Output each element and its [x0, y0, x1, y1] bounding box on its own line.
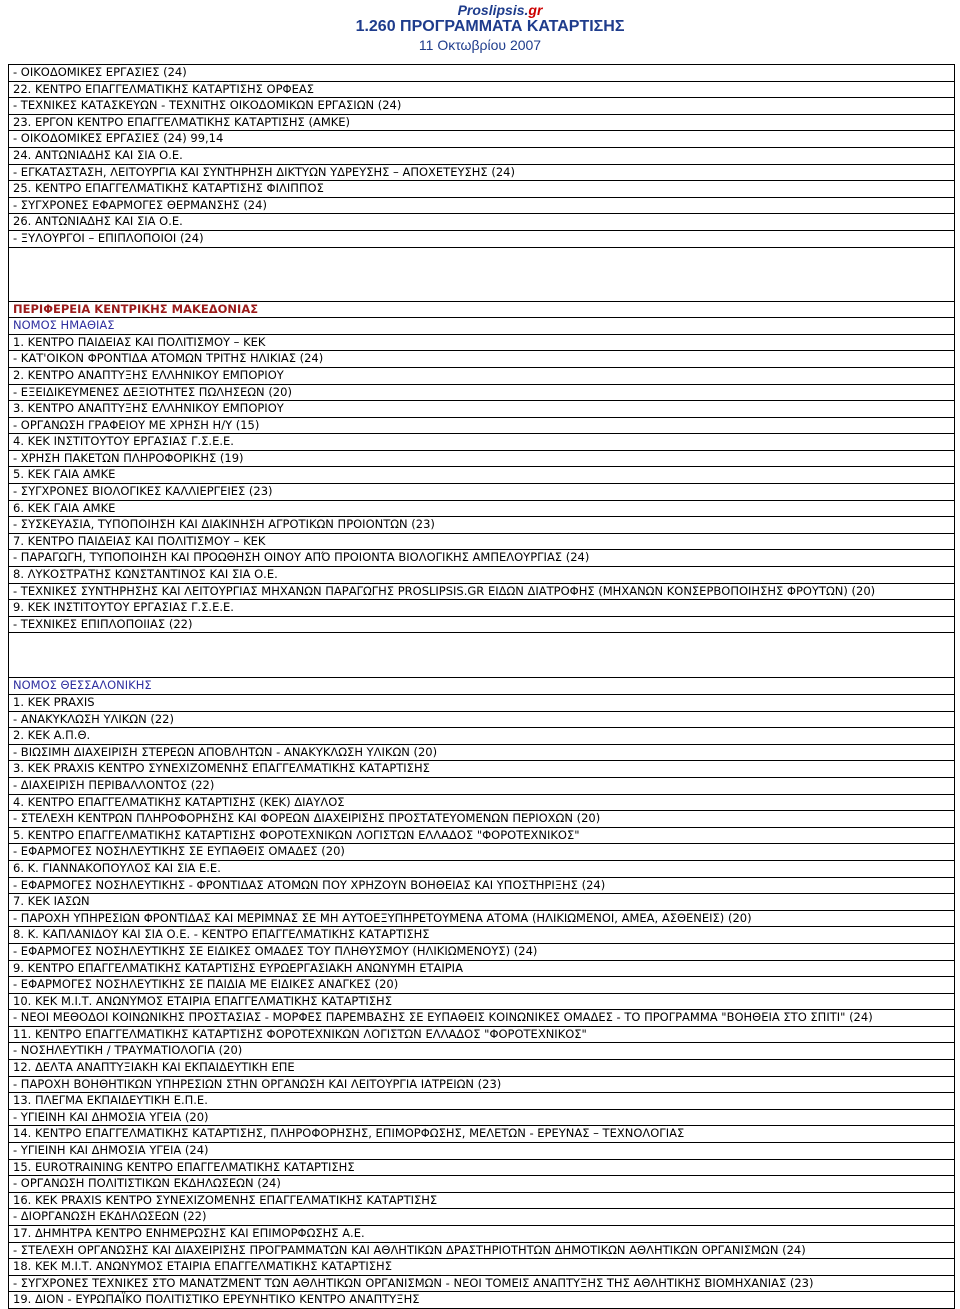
- table-row: [9, 367, 955, 384]
- list-item: - ΤΕΧΝΙΚΕΣ ΕΠΙΠΛΟΠΟΙΙΑΣ (22): [9, 616, 955, 633]
- table-row: [9, 334, 955, 351]
- list-item: 15. EUROTRAINING ΚΕΝΤΡΟ ΕΠΑΓΓΕΛΜΑΤΙΚΗΣ ΚΑΤΑΡΤΙΣΗΣ: [9, 1159, 955, 1176]
- list-item: 5. ΚΕΝΤΡΟ ΕΠΑΓΓΕΛΜΑΤΙΚΗΣ ΚΑΤΑΡΤΙΣΗΣ ΦΟΡΟΤΕΧΝΙΚΩΝ ΛΟΓΙΣΤΩΝ ΕΛΛΑΔΟΣ "ΦΟΡΟΤΕΧΝΙΚΟΣ": [9, 827, 955, 844]
- table-row: [9, 114, 955, 131]
- list-item: 1. ΚΕΝΤΡΟ ΠΑΙΔΕΙΑΣ ΚΑΙ ΠΟΛΙΤΙΣΜΟΥ – ΚΕΚ: [9, 334, 955, 351]
- table-row: [9, 1126, 955, 1143]
- list-item: - ΠΑΡΟΧΗ ΥΠΗΡΕΣΙΩΝ ΦΡΟΝΤΙΔΑΣ ΚΑΙ ΜΕΡΙΜΝΑΣ ΣΕ ΜΗ ΑΥΤΟΕΞΥΠΗΡΕΤΟΥΜΕΝΑ ΑΤΟΜΑ (ΗΛΙΚΙΩΜΕΝΟΙ, ΑΜΕΑ, ΑΣΘΕΝΕΙΣ) (20): [9, 910, 955, 927]
- prefecture-heading: ΝΟΜΟΣ ΘΕΣΣΑΛΟΝΙΚΗΣ: [9, 678, 955, 695]
- table-row: [9, 1010, 955, 1027]
- list-item: 6. Κ. ΓΙΑΝΝΑΚΟΠΟΥΛΟΣ ΚΑΙ ΣΙΑ Ε.Ε.: [9, 860, 955, 877]
- list-item: - ΠΑΡΑΓΩΓΗ, ΤΥΠΟΠΟΙΗΣΗ ΚΑΙ ΠΡΟΩΘΗΣΗ ΟΙΝΟΥ ΑΠΌ ΠΡΟΙΟΝΤΑ ΒΙΟΛΟΓΙΚΗΣ ΑΜΠΕΛΟΥΡΓΙΑΣ (24): [9, 550, 955, 567]
- table-row: [9, 1043, 955, 1060]
- list-item: - ΤΕΧΝΙΚΕΣ ΚΑΤΑΣΚΕΥΩΝ - ΤΕΧΝΙΤΗΣ ΟΙΚΟΔΟΜΙΚΩΝ ΕΡΓΑΣΙΩΝ (24): [9, 98, 955, 115]
- table-row: [9, 550, 955, 567]
- table-row: [9, 467, 955, 484]
- table-row: [9, 230, 955, 247]
- table-row: [9, 695, 955, 712]
- list-item: 9. ΚΕΚ ΙΝΣΤΙΤΟΥΤΟΥ ΕΡΓΑΣΙΑΣ Γ.Σ.Ε.Ε.: [9, 600, 955, 617]
- list-item: - ΒΙΩΣΙΜΗ ΔΙΑΧΕΙΡΙΣΗ ΣΤΕΡΕΩΝ ΑΠΟΒΛΗΤΩΝ - ΑΝΑΚΥΚΛΩΣΗ ΥΛΙΚΩΝ (20): [9, 744, 955, 761]
- spacer-cell: [9, 247, 955, 301]
- list-item: - ΠΑΡΟΧΗ ΒΟΗΘΗΤΙΚΩΝ ΥΠΗΡΕΣΙΩΝ ΣΤΗΝ ΟΡΓΑΝΩΣΗ ΚΑΙ ΛΕΙΤΟΥΡΓΙΑ ΙΑΤΡΕΙΩΝ (23): [9, 1076, 955, 1093]
- table-row: [9, 1226, 955, 1243]
- table-row: [9, 678, 955, 695]
- table-row: [9, 977, 955, 994]
- table-row: [9, 777, 955, 794]
- table-row: [9, 583, 955, 600]
- table-row: [9, 600, 955, 617]
- list-item: - ΣΤΕΛΕΧΗ ΚΕΝΤΡΩΝ ΠΛΗΡΟΦΟΡΗΣΗΣ ΚΑΙ ΦΟΡΕΩΝ ΔΙΑΧΕΙΡΙΣΗΣ ΠΡΟΣΤΑΤΕΥΟΜΕΝΩΝ ΠΕΡΙΟΧΩΝ (20): [9, 811, 955, 828]
- list-item: - ΣΥΓΧΡΟΝΕΣ ΒΙΟΛΟΓΙΚΕΣ ΚΑΛΛΙΕΡΓΕΙΕΣ (23): [9, 484, 955, 501]
- list-item: - ΕΦΑΡΜΟΓΕΣ ΝΟΣΗΛΕΥΤΙΚΗΣ ΣΕ ΠΑΙΔΙΑ ΜΕ ΕΙΔΙΚΕΣ ΑΝΑΓΚΕΣ (20): [9, 977, 955, 994]
- table-row: [9, 910, 955, 927]
- list-item: 6. ΚΕΚ ΓΑΙΑ ΑΜΚΕ: [9, 500, 955, 517]
- table-row: [9, 993, 955, 1010]
- list-item: - ΔΙΑΧΕΙΡΙΣΗ ΠΕΡΙΒΑΛΛΟΝΤΟΣ (22): [9, 777, 955, 794]
- list-item: - ΣΥΓΧΡΟΝΕΣ ΤΕΧΝΙΚΕΣ ΣΤΟ ΜΑΝΑΤΖΜΕΝΤ ΤΩΝ ΑΘΛΗΤΙΚΩΝ ΟΡΓΑΝΙΣΜΩΝ - ΝΕΟΙ ΤΟΜΕΙΣ ΑΝΑΠΤΥΞΗΣ ΤΗΣ ΑΘΛΗΤΙΚΗΣ ΒΙΟΜΗΧΑΝΙΑΣ (23): [9, 1275, 955, 1292]
- table-row: [9, 197, 955, 214]
- list-item: 5. ΚΕΚ ΓΑΙΑ ΑΜΚΕ: [9, 467, 955, 484]
- list-item: 13. ΠΛΕΓΜΑ ΕΚΠΑΙΔΕΥΤΙΚΗ Ε.Π.Ε.: [9, 1093, 955, 1110]
- list-item: 1. ΚΕΚ PRAXIS: [9, 695, 955, 712]
- list-item: - ΟΙΚΟΔΟΜΙΚΕΣ ΕΡΓΑΣΙΕΣ (24) 99,14: [9, 131, 955, 148]
- table-row: [9, 1159, 955, 1176]
- table-row: [9, 761, 955, 778]
- table-row: [9, 1259, 955, 1276]
- table-row: [9, 1275, 955, 1292]
- table-row: [9, 214, 955, 231]
- table-row: [9, 616, 955, 633]
- table-row: [9, 1060, 955, 1077]
- table-row: [9, 318, 955, 335]
- table-row: [9, 1093, 955, 1110]
- list-item: 14. ΚΕΝΤΡΟ ΕΠΑΓΓΕΛΜΑΤΙΚΗΣ ΚΑΤΑΡΤΙΣΗΣ, ΠΛΗΡΟΦΟΡΗΣΗΣ, ΕΠΙΜΟΡΦΩΣΗΣ, ΜΕΛΕΤΩΝ - ΕΡΕΥΝΑΣ – ΤΕΧΝΟΛΟΓΙΑΣ: [9, 1126, 955, 1143]
- table-row: [9, 860, 955, 877]
- list-item: 22. ΚΕΝΤΡΟ ΕΠΑΓΓΕΛΜΑΤΙΚΗΣ ΚΑΤΑΡΤΙΣΗΣ ΟΡΦΕΑΣ: [9, 81, 955, 98]
- region-heading: ΠΕΡΙΦΕΡΕΙΑ ΚΕΝΤΡΙΚΗΣ ΜΑΚΕΔΟΝΙΑΣ: [9, 301, 955, 318]
- document-date: 11 Οκτωβρίου 2007: [418, 37, 542, 53]
- list-item: 16. ΚΕΚ PRAXIS ΚΕΝΤΡΟ ΣΥΝΕΧΙΖΟΜΕΝΗΣ ΕΠΑΓΓΕΛΜΑΤΙΚΗΣ ΚΑΤΑΡΤΙΣΗΣ: [9, 1192, 955, 1209]
- table-row: [9, 827, 955, 844]
- list-item: 2. ΚΕΚ Α.Π.Θ.: [9, 728, 955, 745]
- prefecture-heading: ΝΟΜΟΣ ΗΜΑΘΙΑΣ: [9, 318, 955, 335]
- table-row: [9, 351, 955, 368]
- table-row: [9, 181, 955, 198]
- table-row: [9, 417, 955, 434]
- table-row: [9, 1176, 955, 1193]
- list-item: 4. ΚΕΝΤΡΟ ΕΠΑΓΓΕΛΜΑΤΙΚΗΣ ΚΑΤΑΡΤΙΣΗΣ (ΚΕΚ) ΔΙΑΥΛΟΣ: [9, 794, 955, 811]
- list-item: - ΝΟΣΗΛΕΥΤΙΚΗ / ΤΡΑΥΜΑΤΙΟΛΟΓΙΑ (20): [9, 1043, 955, 1060]
- table-row: [9, 401, 955, 418]
- table-row: [9, 1076, 955, 1093]
- list-item: 18. ΚΕΚ Μ.Ι.Τ. ΑΝΩΝΥΜΟΣ ΕΤΑΙΡΙΑ ΕΠΑΓΓΕΛΜΑΤΙΚΗΣ ΚΑΤΑΡΤΙΣΗΣ: [9, 1259, 955, 1276]
- list-item: 3. ΚΕΚ PRAXIS ΚΕΝΤΡΟ ΣΥΝΕΧΙΖΟΜΕΝΗΣ ΕΠΑΓΓΕΛΜΑΤΙΚΗΣ ΚΑΤΑΡΤΙΣΗΣ: [9, 761, 955, 778]
- table-row: [9, 711, 955, 728]
- table-row: [9, 98, 955, 115]
- list-item: - ΕΦΑΡΜΟΓΕΣ ΝΟΣΗΛΕΥΤΙΚΗΣ ΣΕ ΕΙΔΙΚΕΣ ΟΜΑΔΕΣ ΤΟΥ ΠΛΗΘΥΣΜΟΥ (ΗΛΙΚΙΩΜΕΝΟΥΣ) (24): [9, 943, 955, 960]
- list-item: 17. ΔΗΜΗΤΡΑ ΚΕΝΤΡΟ ΕΝΗΜΕΡΩΣΗΣ ΚΑΙ ΕΠΙΜΟΡΦΩΣΗΣ Α.Ε.: [9, 1226, 955, 1243]
- list-item: 10. ΚΕΚ Μ.Ι.Τ. ΑΝΩΝΥΜΟΣ ΕΤΑΙΡΙΑ ΕΠΑΓΓΕΛΜΑΤΙΚΗΣ ΚΑΤΑΡΤΙΣΗΣ: [9, 993, 955, 1010]
- list-item: - ΥΓΙΕΙΝΗ ΚΑΙ ΔΗΜΟΣΙΑ ΥΓΕΙΑ (24): [9, 1143, 955, 1160]
- table-row: [9, 894, 955, 911]
- table-row: [9, 960, 955, 977]
- list-item: 24. ΑΝΤΩΝΙΑΔΗΣ ΚΑΙ ΣΙΑ Ο.Ε.: [9, 147, 955, 164]
- list-item: 11. ΚΕΝΤΡΟ ΕΠΑΓΓΕΛΜΑΤΙΚΗΣ ΚΑΤΑΡΤΙΣΗΣ ΦΟΡΟΤΕΧΝΙΚΩΝ ΛΟΓΙΣΤΩΝ ΕΛΛΑΔΟΣ "ΦΟΡΟΤΕΧΝΙΚΟΣ": [9, 1026, 955, 1043]
- list-item: - ΑΝΑΚΥΚΛΩΣΗ ΥΛΙΚΩΝ (22): [9, 711, 955, 728]
- document-title: 1.260 ΠΡΟΓΡΑΜΜΑΤΑ ΚΑΤΑΡΤΙΣΗΣ: [355, 18, 625, 35]
- table-row: [9, 434, 955, 451]
- table-row: [9, 65, 955, 82]
- list-item: - ΥΓΙΕΙΝΗ ΚΑΙ ΔΗΜΟΣΙΑ ΥΓΕΙΑ (20): [9, 1109, 955, 1126]
- table-row: [9, 1109, 955, 1126]
- list-item: 23. ΕΡΓΟΝ ΚΕΝΤΡΟ ΕΠΑΓΓΕΛΜΑΤΙΚΗΣ ΚΑΤΑΡΤΙΣΗΣ (ΑΜΚΕ): [9, 114, 955, 131]
- table-row: [9, 943, 955, 960]
- table-row: [9, 450, 955, 467]
- list-item: - ΟΡΓΑΝΩΣΗ ΓΡΑΦΕΙΟΥ ΜΕ ΧΡΗΣΗ Η/Υ (15): [9, 417, 955, 434]
- table-row: [9, 131, 955, 148]
- list-item: 25. ΚΕΝΤΡΟ ΕΠΑΓΓΕΛΜΑΤΙΚΗΣ ΚΑΤΑΡΤΙΣΗΣ ΦΙΛΙΠΠΟΣ: [9, 181, 955, 198]
- list-item: - ΧΡΗΣΗ ΠΑΚΕΤΩΝ ΠΛΗΡΟΦΟΡΙΚΗΣ (19): [9, 450, 955, 467]
- table-row: [9, 794, 955, 811]
- list-item: - ΣΥΣΚΕΥΑΣΙΑ, ΤΥΠΟΠΟΙΗΣΗ ΚΑΙ ΔΙΑΚΙΝΗΣΗ ΑΓΡΟΤΙΚΩΝ ΠΡΟΙΟΝΤΩΝ (23): [9, 517, 955, 534]
- list-item: - ΕΓΚΑΤΑΣΤΑΣΗ, ΛΕΙΤΟΥΡΓΙΑ ΚΑΙ ΣΥΝΤΗΡΗΣΗ ΔΙΚΤΥΩΝ ΥΔΡΕΥΣΗΣ – ΑΠΟΧΕΤΕΥΣΗΣ (24): [9, 164, 955, 181]
- programs-table: [8, 64, 955, 1309]
- list-item: 4. ΚΕΚ ΙΝΣΤΙΤΟΥΤΟΥ ΕΡΓΑΣΙΑΣ Γ.Σ.Ε.Ε.: [9, 434, 955, 451]
- spacer-row: [9, 247, 955, 301]
- table-row: [9, 500, 955, 517]
- list-item: 8. Κ. ΚΑΠΛΑΝΙΔΟΥ ΚΑΙ ΣΙΑ Ο.Ε. - ΚΕΝΤΡΟ ΕΠΑΓΓΕΛΜΑΤΙΚΗΣ ΚΑΤΑΡΤΙΣΗΣ: [9, 927, 955, 944]
- table-row: [9, 301, 955, 318]
- table-row: [9, 1026, 955, 1043]
- list-item: 2. ΚΕΝΤΡΟ ΑΝΑΠΤΥΞΗΣ ΕΛΛΗΝΙΚΟΥ ΕΜΠΟΡΙΟΥ: [9, 367, 955, 384]
- list-item: - ΟΡΓΑΝΩΣΗ ΠΟΛΙΤΙΣΤΙΚΩΝ ΕΚΔΗΛΩΣΕΩΝ (24): [9, 1176, 955, 1193]
- page-header: [0, 0, 960, 62]
- table-row: [9, 877, 955, 894]
- table-row: [9, 147, 955, 164]
- table-row: [9, 484, 955, 501]
- table-row: [9, 1242, 955, 1259]
- list-item: - ΣΤΕΛΕΧΗ ΟΡΓΑΝΩΣΗΣ ΚΑΙ ΔΙΑΧΕΙΡΙΣΗΣ ΠΡΟΓΡΑΜΜΑΤΩΝ ΚΑΙ ΑΘΛΗΤΙΚΩΝ ΔΡΑΣΤΗΡΙΟΤΗΤΩΝ ΔΗΜΟΤΙΚΩΝ ΑΘΛΗΤΙΚΩΝ ΟΡΓΑΝΙΣΜΩΝ (24): [9, 1242, 955, 1259]
- list-item: 12. ΔΕΛΤΑ ΑΝΑΠΤΥΞΙΑΚΗ ΚΑΙ ΕΚΠΑΙΔΕΥΤΙΚΗ ΕΠΕ: [9, 1060, 955, 1077]
- list-item: - ΚΑΤ'ΟΙΚΟΝ ΦΡΟΝΤΙΔΑ ΑΤΟΜΩΝ ΤΡΙΤΗΣ ΗΛΙΚΙΑΣ (24): [9, 351, 955, 368]
- spacer-cell: [9, 633, 955, 678]
- table-row: [9, 1292, 955, 1309]
- list-item: 7. ΚΕΝΤΡΟ ΠΑΙΔΕΙΑΣ ΚΑΙ ΠΟΛΙΤΙΣΜΟΥ – ΚΕΚ: [9, 533, 955, 550]
- list-item: 7. ΚΕΚ ΙΑΣΩΝ: [9, 894, 955, 911]
- list-item: 26. ΑΝΤΩΝΙΑΔΗΣ ΚΑΙ ΣΙΑ Ο.Ε.: [9, 214, 955, 231]
- list-item: - ΝΕΟΙ ΜΕΘΟΔΟΙ ΚΟΙΝΩΝΙΚΗΣ ΠΡΟΣΤΑΣΙΑΣ - ΜΟΡΦΕΣ ΠΑΡΕΜΒΑΣΗΣ ΣΕ ΕΥΠΑΘΕΙΣ ΚΟΙΝΩΝΙΚΕΣ ΟΜΑΔΕΣ - ΤΟ ΠΡΟΓΡΑΜΜΑ "ΒΟΗΘΕΙΑ ΣΤΟ ΣΠΙΤΙ" (24): [9, 1010, 955, 1027]
- table-row: [9, 1209, 955, 1226]
- list-item: 8. ΛΥΚΟΣΤΡΑΤΗΣ ΚΩΝΣΤΑΝΤΙΝΟΣ ΚΑΙ ΣΙΑ Ο.Ε.: [9, 567, 955, 584]
- list-item: - ΣΥΓΧΡΟΝΕΣ ΕΦΑΡΜΟΓΕΣ ΘΕΡΜΑΝΣΗΣ (24): [9, 197, 955, 214]
- site-logo: Proslipsis.gr: [457, 2, 543, 18]
- table-row: [9, 81, 955, 98]
- list-item: - ΟΙΚΟΔΟΜΙΚΕΣ ΕΡΓΑΣΙΕΣ (24): [9, 65, 955, 82]
- spacer-row: [9, 633, 955, 678]
- list-item: - ΕΦΑΡΜΟΓΕΣ ΝΟΣΗΛΕΥΤΙΚΗΣ ΣΕ ΕΥΠΑΘΕΙΣ ΟΜΑΔΕΣ (20): [9, 844, 955, 861]
- table-row: [9, 728, 955, 745]
- list-item: 19. ΔΙΟΝ - ΕΥΡΩΠΑΪΚΟ ΠΟΛΙΤΙΣΤΙΚΟ ΕΡΕΥΝΗΤΙΚΟ ΚΕΝΤΡΟ ΑΝΑΠΤΥΞΗΣ: [9, 1292, 955, 1309]
- table-row: [9, 927, 955, 944]
- table-row: [9, 744, 955, 761]
- table-row: [9, 844, 955, 861]
- list-item: - ΕΞΕΙΔΙΚΕΥΜΕΝΕΣ ΔΕΞΙΟΤΗΤΕΣ ΠΩΛΗΣΕΩΝ (20): [9, 384, 955, 401]
- table-row: [9, 811, 955, 828]
- table-row: [9, 1192, 955, 1209]
- table-row: [9, 384, 955, 401]
- list-item: - ΤΕΧΝΙΚΕΣ ΣΥΝΤΗΡΗΣΗΣ ΚΑΙ ΛΕΙΤΟΥΡΓΙΑΣ ΜΗΧΑΝΩΝ ΠΑΡΑΓΩΓΗΣ PROSLIPSIS.GR ΕΙΔΩΝ ΔΙΑΤΡΟΦΗΣ (ΜΗΧΑΝΩΝ ΚΟΝΣΕΡΒΟΠΟΙΗΣΗΣ ΦΡΟΥΤΩΝ) (20): [9, 583, 955, 600]
- table-row: [9, 517, 955, 534]
- list-item: - ΞΥΛΟΥΡΓΟΙ – ΕΠΙΠΛΟΠΟΙΟΙ (24): [9, 230, 955, 247]
- table-row: [9, 1143, 955, 1160]
- list-item: - ΔΙΟΡΓΑΝΩΣΗ ΕΚΔΗΛΩΣΕΩΝ (22): [9, 1209, 955, 1226]
- list-item: 9. ΚΕΝΤΡΟ ΕΠΑΓΓΕΛΜΑΤΙΚΗΣ ΚΑΤΑΡΤΙΣΗΣ ΕΥΡΩΕΡΓΑΣΙΑΚΗ ΑΝΩΝΥΜΗ ΕΤΑΙΡΙΑ: [9, 960, 955, 977]
- list-item: - ΕΦΑΡΜΟΓΕΣ ΝΟΣΗΛΕΥΤΙΚΗΣ - ΦΡΟΝΤΙΔΑΣ ΑΤΟΜΩΝ ΠΟΥ ΧΡΗΖΟΥΝ ΒΟΗΘΕΙΑΣ ΚΑΙ ΥΠΟΣΤΗΡΙΞΗΣ (24): [9, 877, 955, 894]
- table-row: [9, 164, 955, 181]
- table-row: [9, 533, 955, 550]
- table-row: [9, 567, 955, 584]
- list-item: 3. ΚΕΝΤΡΟ ΑΝΑΠΤΥΞΗΣ ΕΛΛΗΝΙΚΟΥ ΕΜΠΟΡΙΟΥ: [9, 401, 955, 418]
